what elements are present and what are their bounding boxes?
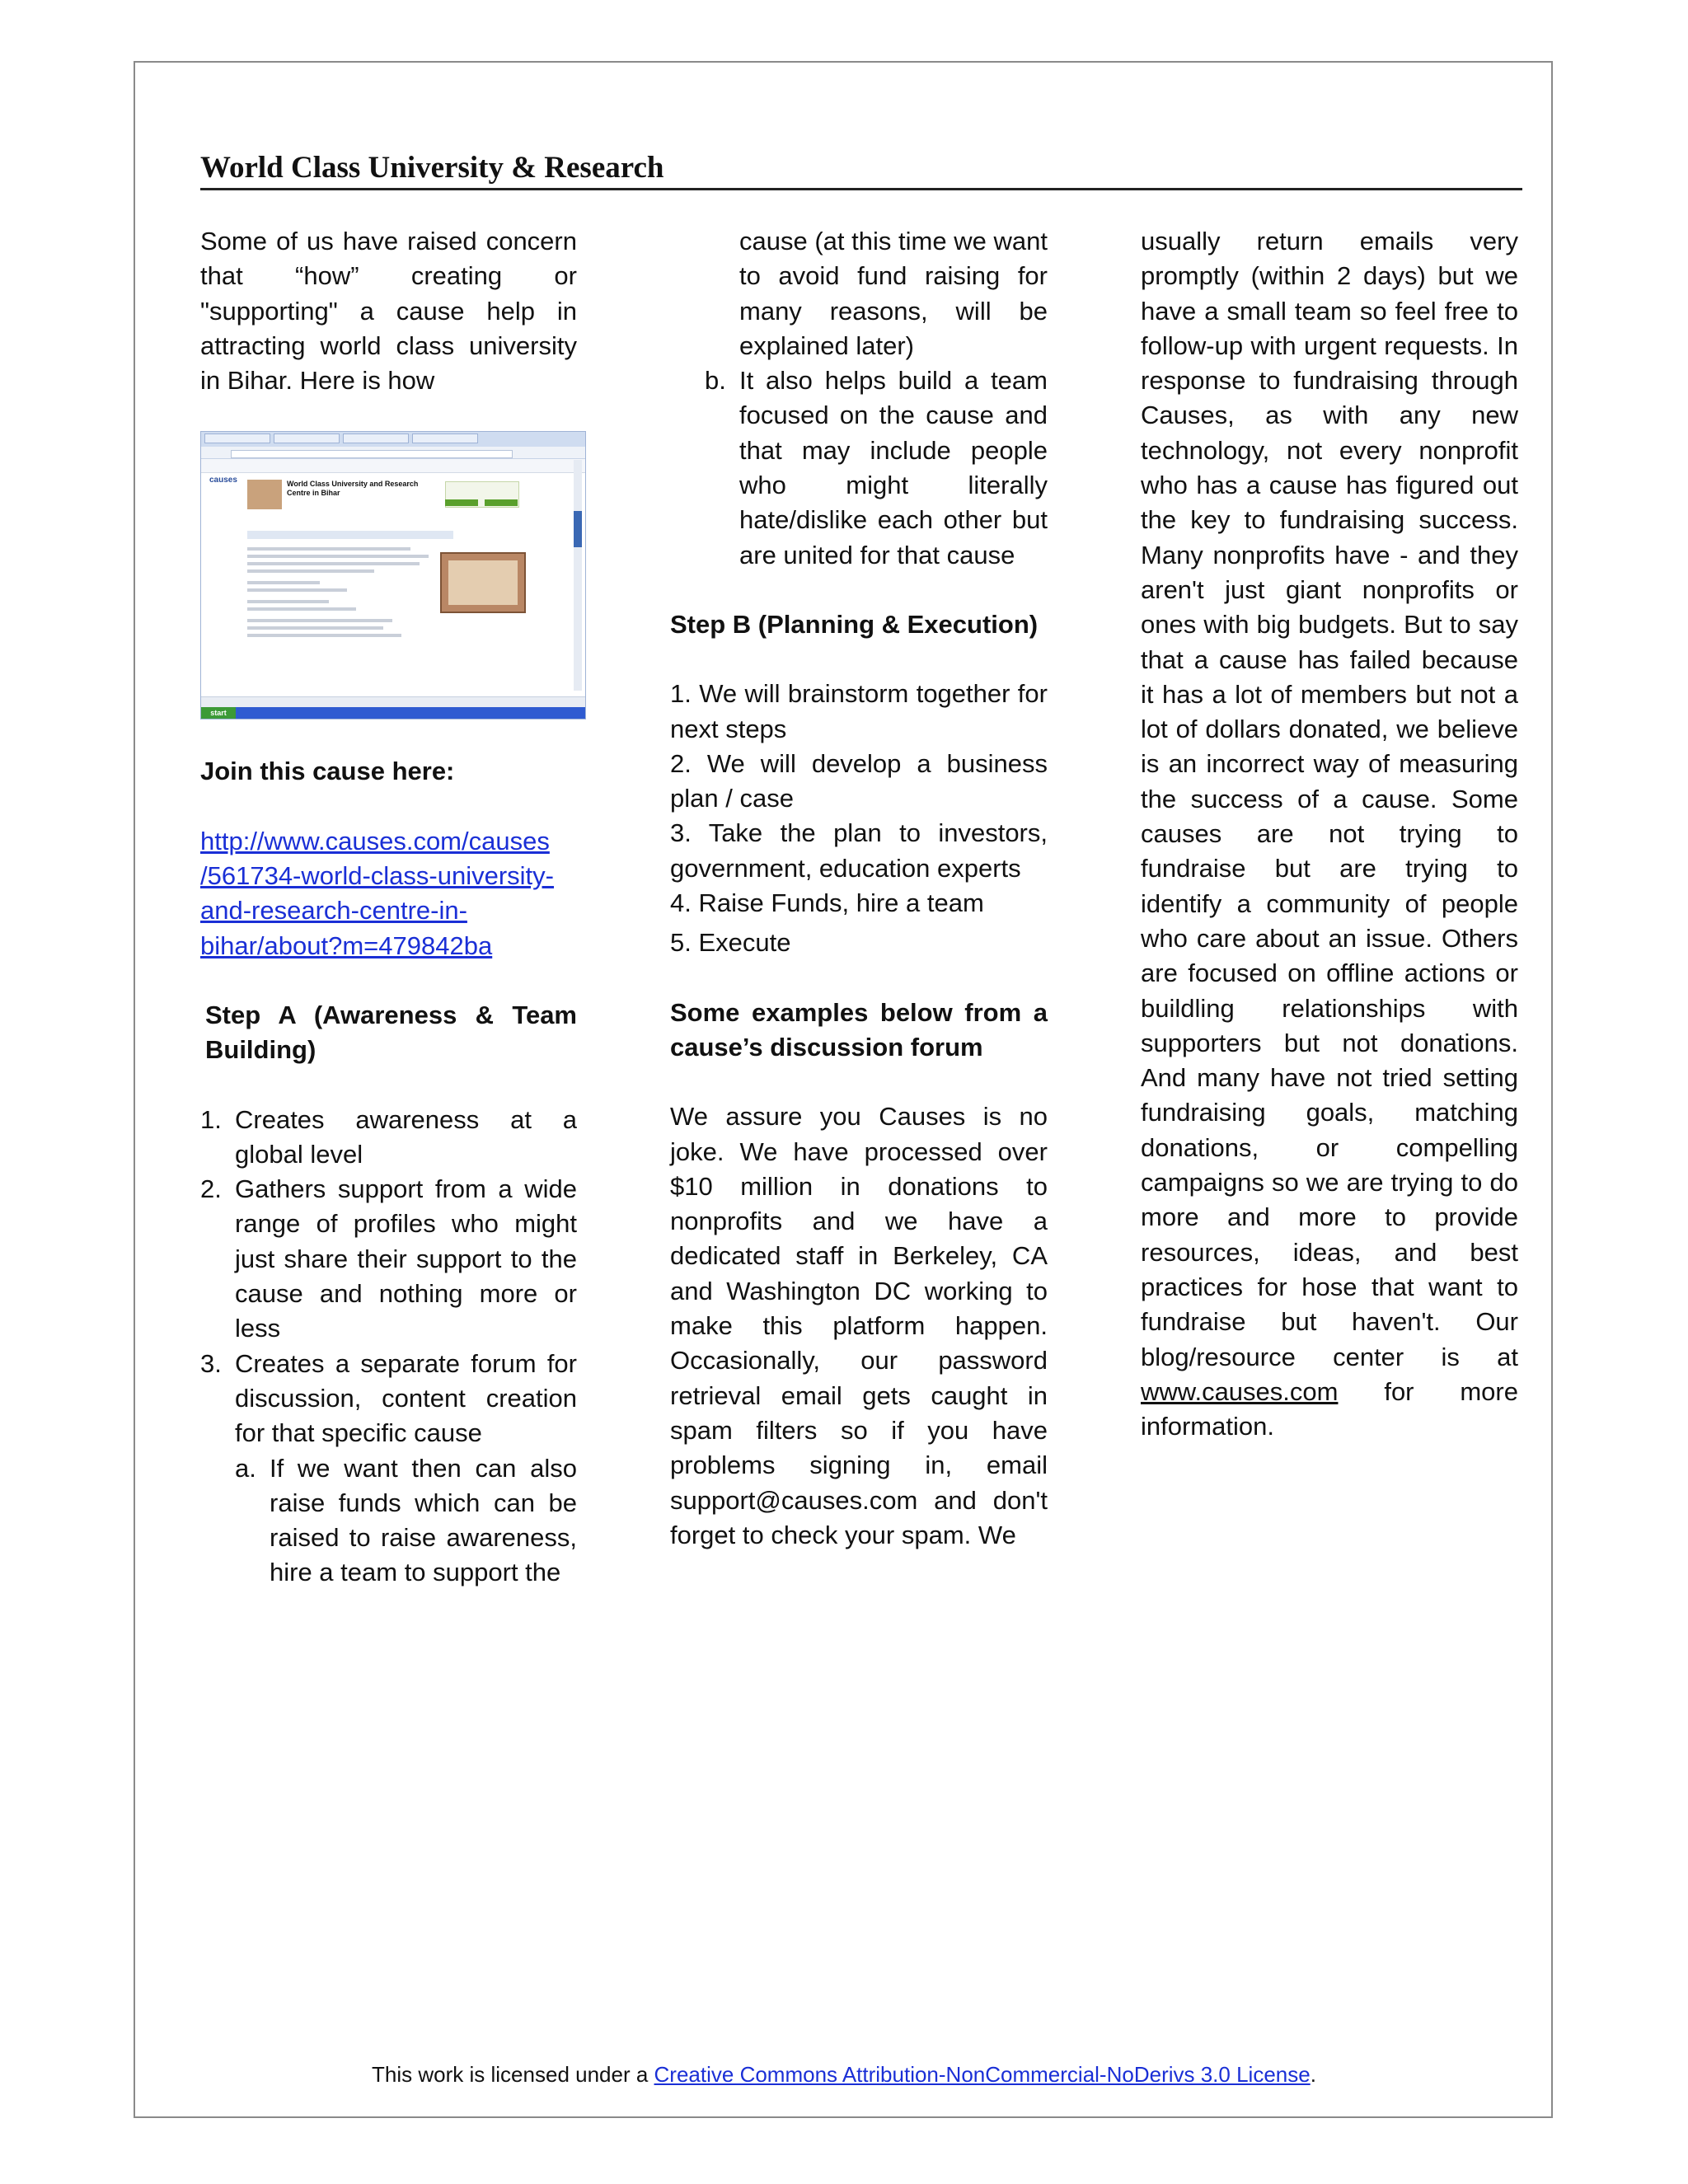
status-bar [201, 696, 585, 707]
intro-paragraph: Some of us have raised concern that “how” creating or "supporting" a cause help in attracting world class university in Bihar. Here is how [200, 227, 577, 396]
sub-list-item: a. If we want then can also raise funds which can be raised to raise awareness, hire a team to support the [235, 1453, 577, 1587]
page-title: World Class University & Research [200, 151, 664, 185]
license-footer [0, 2060, 1688, 2088]
list-item: 3. Creates a separate forum for discussion, content creation for that specific cause [200, 1348, 577, 1448]
join-label: Join this cause here: [200, 757, 455, 786]
address-bar [201, 447, 585, 459]
causes-logo: causes [209, 476, 237, 485]
browser-tab [412, 434, 478, 443]
column-1 [200, 224, 577, 1591]
continued-paragraph [1141, 224, 1518, 1444]
cause-page-title: World Class University and Research Centre in Bihar [287, 480, 419, 498]
paragraph-text: usually return emails very promptly (within 2 days) but we have a small team so feel free to follow-up with urgent requests. In response to fundraising through Causes, as with any new technology, not every nonprofit who has a cause has figured out the key to fundraising success. Many nonprofits have - and they aren't just giant nonprofits or ones with big budgets. But to say that a cause has failed because it has a lot of members but not a lot of dollars donated, we believe is an incorrect way of measuring the success of a cause. Some causes are not trying to fundraise but are trying to identify a community of people who care about an issue. Others are focused on offline actions or buildling relationships with supporters but not donations. And many have not tried setting fundraising goals, matching donations, or compelling campaigns so we are trying to do more and more to provide resources, ideas, and best practices for hose that want to fundraise but haven't. Our blog/resource center is at [1141, 227, 1518, 1371]
cause-thumbnail [247, 480, 282, 509]
list-item: 4. Raise Funds, hire a team [670, 888, 984, 918]
feedback-tab [574, 511, 582, 547]
list-item: 2. We will develop a business plan / case [670, 748, 1048, 813]
browser-tabs [201, 432, 585, 447]
taskbar [201, 707, 585, 719]
browser-tab [274, 434, 340, 443]
license-link[interactable]: Creative Commons Attribution-NonCommercial-NoDerivs 3.0 License [654, 2062, 1311, 2087]
join-link-line: and-research-centre-in- [200, 896, 467, 926]
cause-about-text [247, 547, 429, 641]
join-cause-link[interactable] [200, 824, 577, 963]
list-item: 3. Take the plan to investors, government, education experts [670, 818, 1048, 883]
list-item: 1. Creates awareness at a global level [200, 1104, 577, 1169]
join-button-graphic [445, 499, 478, 506]
document-photo [440, 552, 526, 613]
donate-button-graphic [485, 499, 518, 506]
column-3 [1141, 224, 1518, 1444]
site-nav [201, 459, 585, 473]
column-2 [670, 224, 1048, 1553]
step-b-title: Step B (Planning & Execution) [670, 609, 1039, 639]
browser-tab [343, 434, 409, 443]
paragraph-text-end: for more information. [1141, 1376, 1518, 1441]
cause-tabs [247, 531, 453, 539]
causes-screenshot-image [200, 431, 586, 719]
sub-list-item: b. It also helps build a team focused on the cause and that may include people who might literally hate/dislike each other but are united for that cause [705, 366, 1048, 569]
start-button: start [201, 707, 236, 719]
join-link-line: bihar/about?m=479842ba [200, 930, 493, 960]
join-link-line: http://www.causes.com/causes [200, 826, 550, 855]
step-b-list [670, 677, 1048, 960]
step-a-title: Step A (Awareness & Team Building) [205, 1000, 577, 1065]
list-item: 2. Gathers support from a wide range of profiles who might just share their support to the cause and nothing more or less [200, 1174, 577, 1343]
page-header [200, 148, 1522, 190]
examples-title: Some examples below from a cause’s discussion forum [670, 997, 1048, 1062]
sub-item-continued: cause (at this time we want to avoid fund raising for many reasons, will be explained later) [739, 227, 1048, 360]
license-prefix: This work is licensed under a [372, 2062, 654, 2087]
examples-paragraph: We assure you Causes is no joke. We have processed over $10 million in donations to nonprofits and we have a dedicated staff in Berkeley, CA and Washington DC working to make this platform happen. Occasionally, our password retrieval email gets caught in spam filters so if you have problems signing in, email support@causes.com and don't forget to check your spam. We [670, 1102, 1048, 1549]
license-suffix: . [1310, 2062, 1316, 2087]
join-link-line: /561734-world-class-university- [200, 861, 554, 891]
list-item: 5. Execute [670, 928, 791, 958]
scrollbar [574, 460, 582, 691]
browser-tab [204, 434, 270, 443]
list-item: 1. We will brainstorm together for next steps [670, 679, 1048, 743]
step-a-list [200, 1103, 577, 1591]
causes-link[interactable]: www.causes.com [1141, 1376, 1339, 1406]
